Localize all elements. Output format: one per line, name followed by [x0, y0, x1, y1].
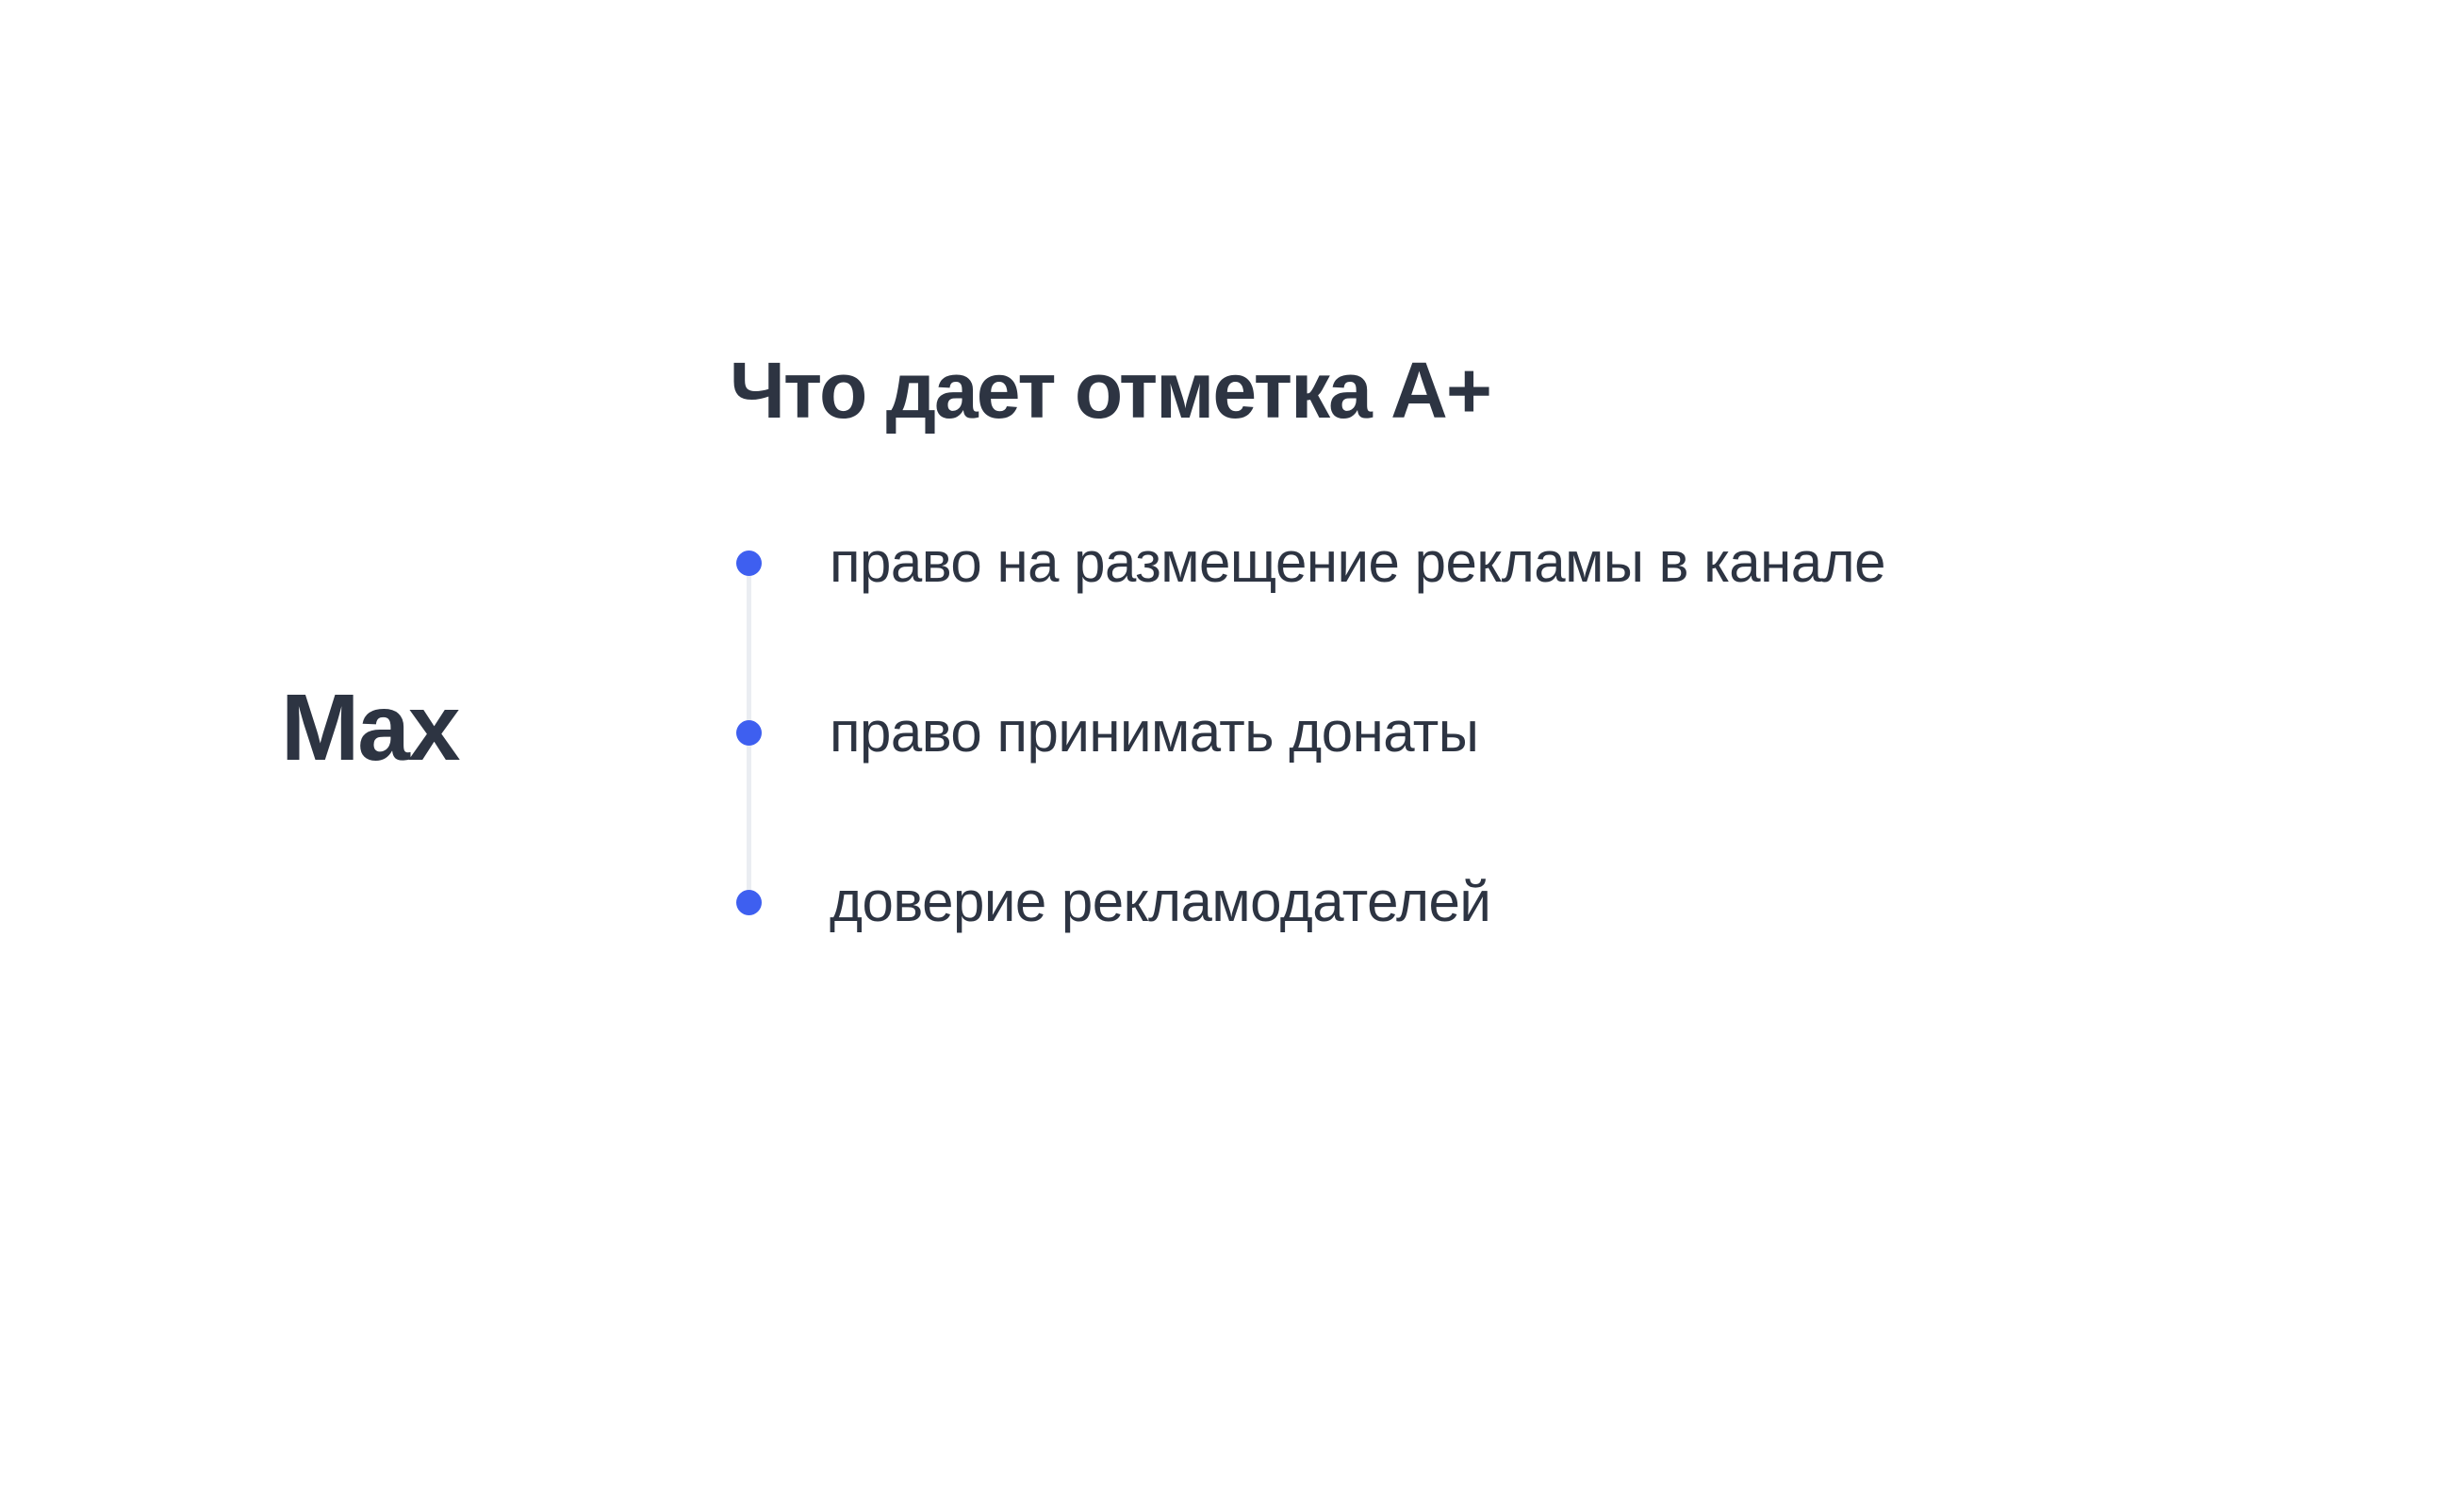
list-item — [736, 533, 1885, 593]
brand-label: Max — [281, 675, 459, 781]
bullet-dot-icon — [736, 890, 762, 915]
bullet-label: право принимать донаты — [830, 700, 1479, 764]
list-item — [736, 872, 1490, 932]
page-title: Что дает отметка А+ — [730, 346, 1490, 435]
list-item — [736, 702, 1478, 763]
bullet-label: право на размещение рекламы в канале — [830, 531, 1886, 594]
bullet-dot-icon — [736, 720, 762, 746]
bullet-dot-icon — [736, 551, 762, 576]
bullet-label: доверие рекламодателей — [830, 870, 1491, 933]
